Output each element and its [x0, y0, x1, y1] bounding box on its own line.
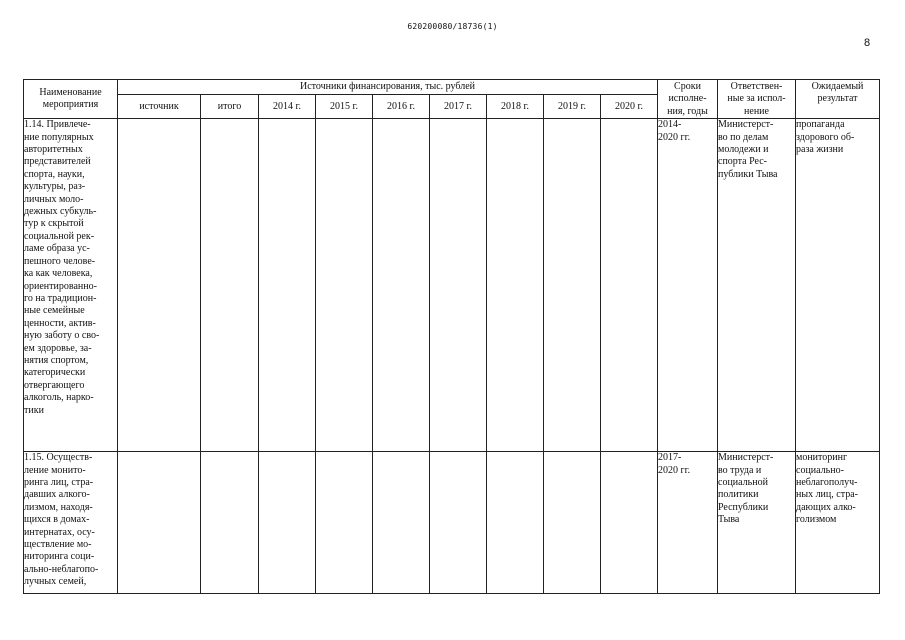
header-terms: Сроки исполне- ния, годы	[658, 80, 718, 119]
empty-cell	[487, 452, 544, 594]
header-result: Ожидаемый результат	[796, 80, 880, 119]
subheader-2017: 2017 г.	[430, 95, 487, 119]
empty-cell	[259, 119, 316, 452]
header-name: Наименование мероприятия	[24, 80, 118, 119]
empty-cell	[544, 452, 601, 594]
subheader-source: источник	[118, 95, 201, 119]
empty-cell	[430, 119, 487, 452]
responsible-cell: Министерст- во труда и социальной политики Республики Тыва	[718, 452, 796, 594]
empty-cell	[316, 119, 373, 452]
measure-name-cell: 1.15. Осуществ- ление монито- ринга лиц, стра- давших алкого- лизмом, находя- щихся в домах- интернатах, осу- ществление мо- ниторинга соци- ально-неблагопо- лучных семей,	[24, 452, 118, 594]
result-cell: пропаганда здорового об- раза жизни	[796, 119, 880, 452]
subheader-2015: 2015 г.	[316, 95, 373, 119]
empty-cell	[118, 119, 201, 452]
header-row-top	[24, 80, 880, 95]
subheader-2018: 2018 г.	[487, 95, 544, 119]
result-cell: мониторинг социально- неблагополуч- ных лиц, стра- дающих алко- голизмом	[796, 452, 880, 594]
header-responsible: Ответствен- ные за испол- нение	[718, 80, 796, 119]
empty-cell	[430, 452, 487, 594]
empty-cell	[259, 452, 316, 594]
subheader-2014: 2014 г.	[259, 95, 316, 119]
table-row	[24, 119, 880, 452]
document-id: 620200080/18736(1)	[407, 22, 498, 31]
page-number: 8	[864, 37, 871, 49]
responsible-cell: Министерст- во по делам молодежи и спорта Рес- публики Тыва	[718, 119, 796, 452]
empty-cell	[487, 119, 544, 452]
empty-cell	[373, 119, 430, 452]
measures-table	[23, 79, 880, 594]
empty-cell	[601, 452, 658, 594]
empty-cell	[201, 119, 259, 452]
measure-name-cell: 1.14. Привлече- ние популярных авторитетных представителей спорта, науки, культуры, раз- личных моло- дежных субкуль- тур к скрытой социальной рек- ламе образа ус- пешного челове- ка как человека, ориентированно- го на традицион- ные семейные ценности, актив- ную заботу о сво- ем здоровье, за- нятия спортом, категорически отвергающего алкоголь, нарко- тики	[24, 119, 118, 452]
empty-cell	[316, 452, 373, 594]
subheader-2016: 2016 г.	[373, 95, 430, 119]
terms-cell: 2017- 2020 гг.	[658, 452, 718, 594]
header-financing: Источники финансирования, тыс. рублей	[118, 80, 658, 95]
subheader-total: итого	[201, 95, 259, 119]
terms-cell: 2014- 2020 гг.	[658, 119, 718, 452]
empty-cell	[373, 452, 430, 594]
table-row	[24, 452, 880, 594]
empty-cell	[601, 119, 658, 452]
empty-cell	[544, 119, 601, 452]
subheader-2019: 2019 г.	[544, 95, 601, 119]
subheader-2020: 2020 г.	[601, 95, 658, 119]
empty-cell	[201, 452, 259, 594]
empty-cell	[118, 452, 201, 594]
